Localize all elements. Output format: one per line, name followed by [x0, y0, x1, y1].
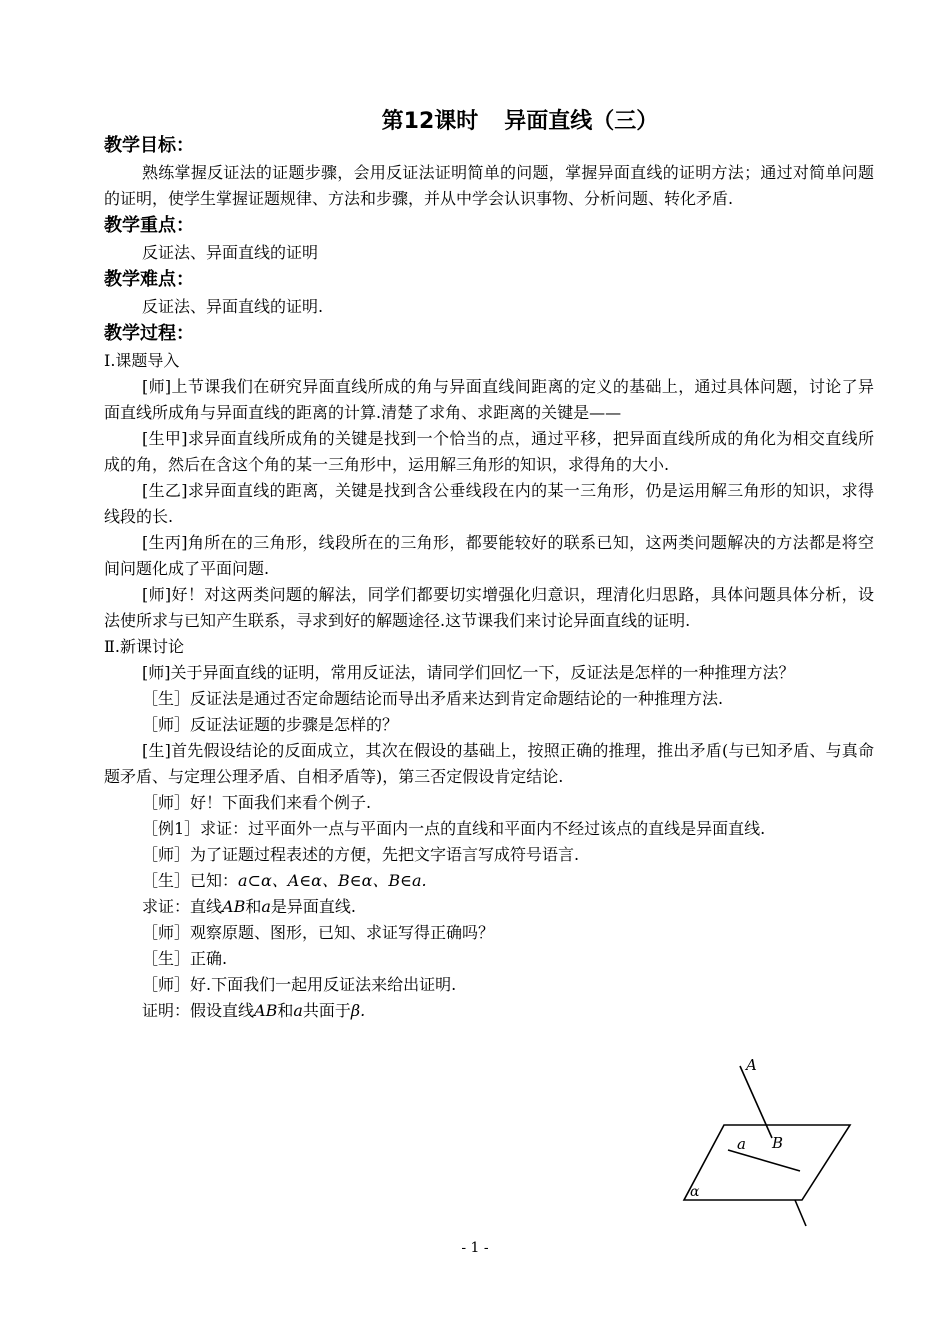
- proof-var: AB: [254, 1001, 278, 1020]
- section2-paragraph: ［生］反证法是通过否定命题结论而导出矛盾来达到肯定命题结论的一种推理方法.: [142, 689, 724, 708]
- section2-title: Ⅱ.新课讨论: [104, 637, 184, 656]
- proof-var: β.: [350, 1001, 366, 1020]
- difficulties-heading: 教学难点：: [104, 269, 194, 290]
- line-a: [728, 1150, 800, 1171]
- process-heading: 教学过程：: [104, 323, 194, 344]
- section2-paragraph: [生]首先假设结论的反面成立，其次在假设的基础上，按照正确的推理，推出矛盾(与已知矛盾、与真命题矛盾、与定理公理矛盾、自相矛盾等)，第三否定假设肯定结论.: [104, 741, 874, 786]
- page-number: - 1 -: [461, 1240, 489, 1256]
- section1-paragraph: [生甲]求异面直线所成角的关键是找到一个恰当的点，通过平移，把异面直线所成的角化为相交直线所成的角，然后在含这个角的某一三角形中，运用解三角形的知识，求得角的大小.: [104, 429, 874, 474]
- prove-text: 求证：直线: [142, 897, 223, 916]
- section2-paragraph: ［师］观察原题、图形，已知、求证写得正确吗？: [142, 923, 495, 942]
- section1-paragraph: [师]好！对这两类问题的解法，同学们都要切实增强化归意识，理清化归思路，具体问题具体分析，设法使所求与已知产生联系，寻求到好的解题途径.这节课我们来讨论异面直线的证明.: [104, 585, 874, 630]
- given-label: ［生］已知：: [142, 871, 239, 890]
- given-formula: a⊂α、A∈α、B∈α、B∈a.: [238, 871, 427, 890]
- section2-paragraph: [师]关于异面直线的证明，常用反证法，请同学们回忆一下，反证法是怎样的一种推理方法？: [142, 663, 795, 682]
- objectives-text: 熟练掌握反证法的证题步骤，会用反证法证明简单的问题，掌握异面直线的证明方法；通过对简单问题的证明，使学生掌握证题规律、方法和步骤，并从中学会认识事物、分析问题、转化矛盾.: [104, 163, 874, 208]
- key-points-heading: 教学重点：: [104, 215, 194, 236]
- prove-var: AB: [222, 897, 246, 916]
- prove-line: [104, 894, 874, 920]
- section1-paragraph: [生丙]角所在的三角形，线段所在的三角形，都要能较好的联系已知，这两类问题解决的方法都是将空间问题化成了平面问题.: [104, 533, 874, 578]
- proof-text: 和: [277, 1001, 294, 1020]
- section2-paragraph: ［师］反证法证题的步骤是怎样的？: [142, 715, 399, 734]
- line-ab-below: [795, 1200, 806, 1226]
- given-line: [104, 868, 874, 894]
- example-statement: ［例1］求证：过平面外一点与平面内一点的直线和平面内不经过该点的直线是异面直线.: [142, 819, 766, 838]
- lesson-number: 第12课时: [381, 109, 479, 134]
- prove-text: 和: [245, 897, 262, 916]
- difficulties-text: 反证法、异面直线的证明.: [142, 297, 324, 316]
- line-ab: [740, 1066, 772, 1138]
- key-points-text: 反证法、异面直线的证明: [142, 243, 319, 262]
- label-plane-alpha: α: [690, 1184, 700, 1200]
- section2-paragraph: ［师］好！下面我们来看个例子.: [142, 793, 372, 812]
- section1-paragraph: [生乙]求异面直线的距离，关键是找到含公垂线段在内的某一三角形，仍是运用解三角形的知识，求得线段的长.: [104, 481, 874, 526]
- section1-paragraph: [师]上节课我们在研究异面直线所成的角与异面直线间距离的定义的基础上，通过具体问题，讨论了异面直线所成角与异面直线的距离的计算.清楚了求角、求距离的关键是——: [104, 377, 874, 422]
- label-line-a: a: [737, 1135, 746, 1153]
- proof-line: [104, 998, 874, 1024]
- geometry-figure: [676, 1050, 866, 1240]
- prove-var: a: [261, 897, 271, 916]
- section1-title: Ⅰ.课题导入: [104, 351, 180, 370]
- prove-text: 是异面直线.: [270, 897, 356, 916]
- section2-paragraph: ［师］好.下面我们一起用反证法来给出证明.: [142, 975, 457, 994]
- label-point-b: B: [772, 1134, 784, 1152]
- proof-text: 共面于: [302, 1001, 351, 1020]
- section2-paragraph: ［师］为了证题过程表述的方便，先把文字语言写成符号语言.: [142, 845, 580, 864]
- lesson-topic: 异面直线（三）: [504, 109, 659, 134]
- label-point-a: A: [746, 1056, 757, 1074]
- proof-text: 证明：假设直线: [142, 1001, 255, 1020]
- proof-var: a: [293, 1001, 303, 1020]
- document-body: [104, 132, 874, 1024]
- section2-paragraph: ［生］正确.: [142, 949, 228, 968]
- page-title: [0, 104, 950, 135]
- plane-alpha: [684, 1125, 850, 1200]
- objectives-heading: 教学目标：: [104, 135, 194, 156]
